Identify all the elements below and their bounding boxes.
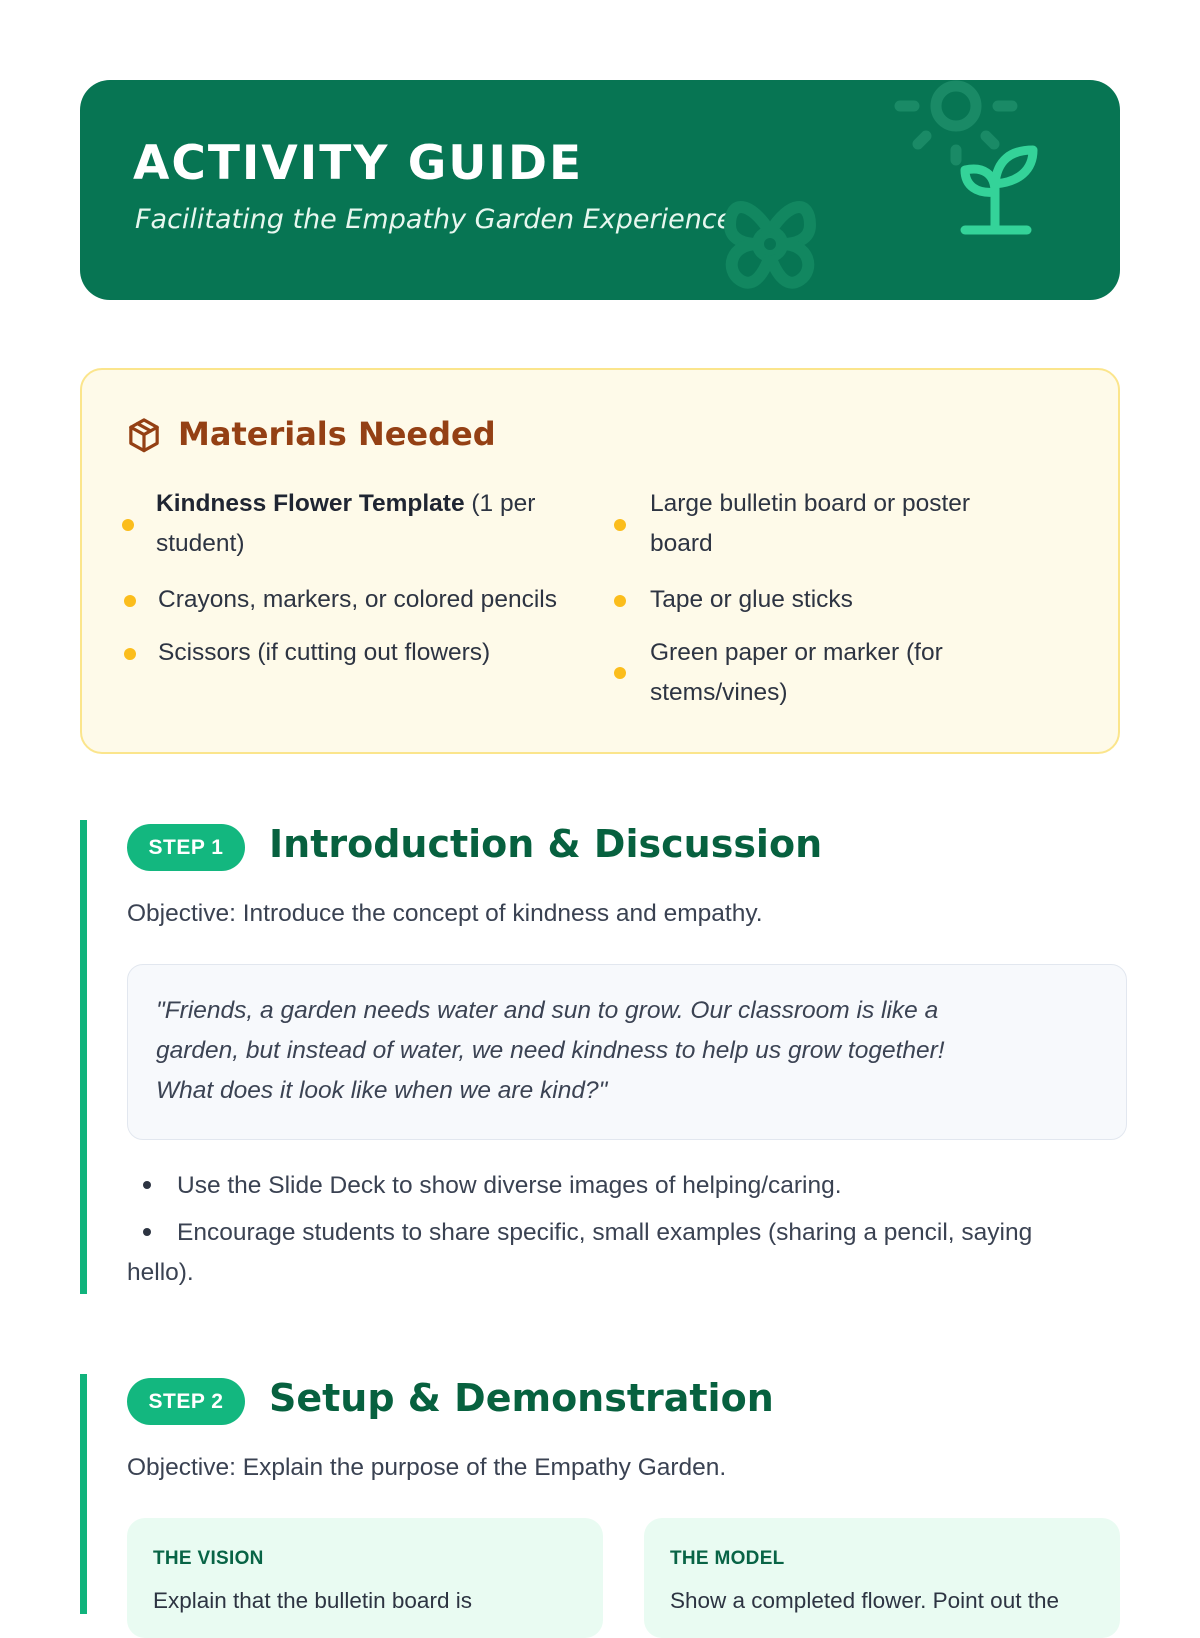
material-item: Large bulletin board or poster board: [650, 490, 971, 557]
step-title: Setup & Demonstration: [269, 1376, 774, 1420]
bullet-dot: [124, 595, 136, 607]
card-label: THE MODEL: [670, 1548, 785, 1569]
header-banner: [80, 80, 1120, 300]
step-objective: Objective: Introduce the concept of kindness and empathy.: [127, 900, 763, 927]
materials-panel: [80, 368, 1120, 754]
material-item: Kindness Flower Template (1 per student): [156, 490, 536, 557]
card-text: Show a completed flower. Point out the: [670, 1588, 1059, 1613]
material-item: Tape or glue sticks: [650, 586, 853, 613]
model-card: [644, 1518, 1120, 1638]
quote-box: "Friends, a garden needs water and sun to grow. Our classroom is like a garden, but instead of water, we need kindness to help us grow together! What does it look like when we are kind?": [127, 964, 1127, 1140]
material-item: Scissors (if cutting out flowers): [158, 639, 491, 666]
step-badge: STEP 1: [127, 824, 245, 871]
sprout-icon: [945, 136, 1045, 240]
bullet-dot: [143, 1181, 151, 1189]
vision-card: [127, 1518, 603, 1638]
flower-icon: [700, 180, 840, 310]
bullet-dot: [143, 1228, 151, 1236]
box-icon: [126, 417, 162, 455]
step-1-section: [80, 820, 1120, 1294]
list-item: Encourage students to share specific, small examples (sharing a pencil, saying hello).: [127, 1219, 1033, 1286]
bullet-dot: [614, 519, 626, 531]
bullet-dot: [614, 667, 626, 679]
page-subtitle: Facilitating the Empathy Garden Experience: [135, 204, 734, 235]
card-label: THE VISION: [153, 1548, 264, 1569]
card-text: Explain that the bulletin board is: [153, 1588, 472, 1613]
material-item: Crayons, markers, or colored pencils: [158, 586, 557, 613]
material-item: Green paper or marker (for stems/vines): [650, 639, 943, 706]
bullet-dot: [124, 648, 136, 660]
bullet-dot: [614, 595, 626, 607]
page-title: ACTIVITY GUIDE: [133, 136, 584, 191]
materials-title: Materials Needed: [178, 415, 496, 453]
step-objective: Objective: Explain the purpose of the Empathy Garden.: [127, 1454, 727, 1481]
step-title: Introduction & Discussion: [269, 822, 823, 866]
list-item: Use the Slide Deck to show diverse images of helping/caring.: [139, 1166, 1119, 1206]
bullet-dot: [122, 519, 134, 531]
step-badge: STEP 2: [127, 1378, 245, 1425]
